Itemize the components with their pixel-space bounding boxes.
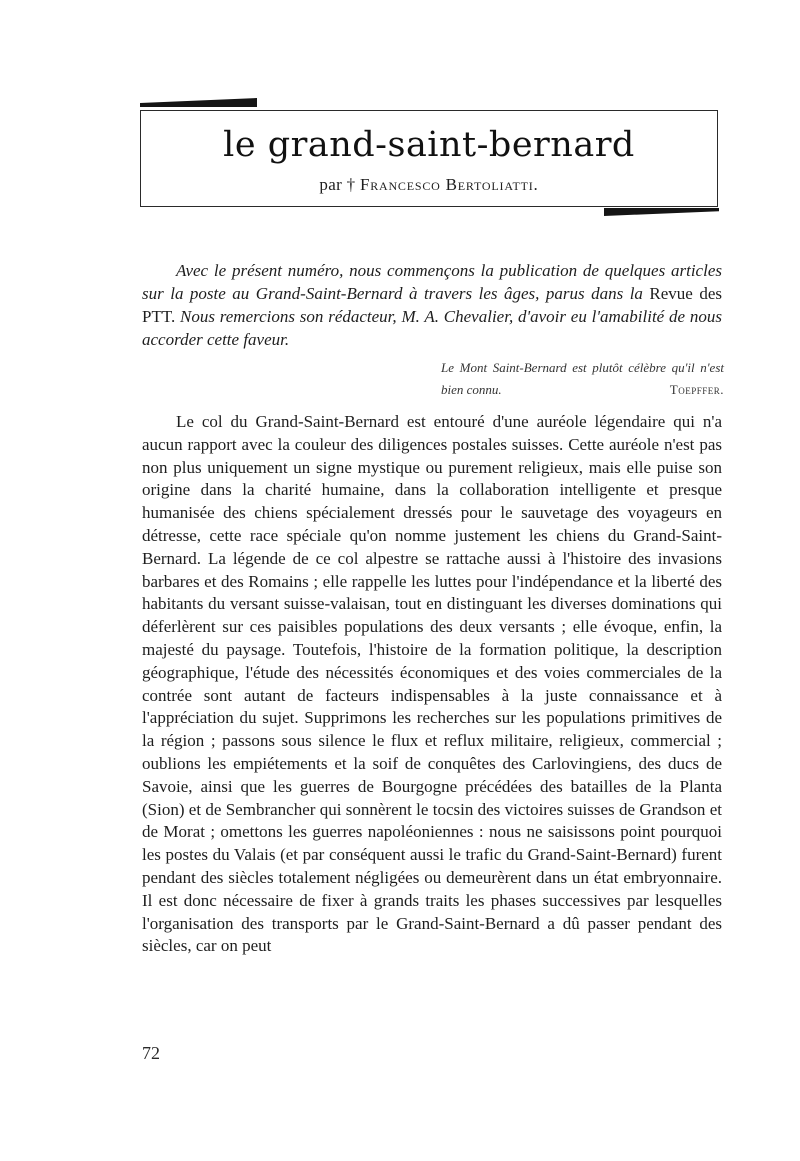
byline — [141, 175, 717, 195]
article-title: le grand-saint-bernard — [223, 125, 635, 165]
editorial-introduction — [142, 259, 722, 351]
byline-prefix: par † — [319, 175, 360, 194]
title-frame — [140, 110, 718, 207]
title-ornament-bottom — [604, 208, 719, 216]
title-ornament-top — [140, 98, 257, 107]
page-number: 72 — [142, 1043, 160, 1063]
epigraph-quote: Le Mont Saint-Bernard est plutôt célèbre qu'il n'est bien connu. — [441, 360, 724, 397]
intro-revue-name: Revue des PTT. — [142, 284, 723, 326]
epigraph-author: Toepffer. — [669, 382, 724, 397]
intro-text-1: Avec le présent numéro, nous commençons la publication de quelques articles sur la poste au Grand-Saint-Bernard à travers les âges, parus dans la — [142, 261, 722, 303]
body-paragraph — [142, 411, 722, 958]
epigraph — [441, 357, 724, 401]
author-name: Francesco Bertoliatti. — [359, 175, 539, 194]
body-paragraph-text: Le col du Grand-Saint-Bernard est entouré d'une auréole légendaire qui n'a aucun rapport avec la couleur des diligences postales suisses. Cette auréole n'est pas non plus uniquement un signe mystique ou purement religieux, mais elle puise son origine dans la charité humaine, dans la collaboration intelligente et presque humanisée des chiens spécialement dressés pour le sauvetage des voyageurs en détresse, cette race spéciale qu'on nomme justement les chiens du Grand-Saint-Bernard. La légende de ce col alpestre se rattache aussi à l'histoire des invasions barbares et des Romains ; elle rappelle les luttes pour l'indépendance et la liberté des habitants du versant suisse-valaisan, tout en distinguant les diverses dominations qui déferlèrent sur ces paisibles populations des deux versants ; elle évoque, enfin, la majesté du paysage. Toutefois, l'histoire de la formation politique, la description géographique, l'étude des nécessités économiques et des voies commerciales de la contrée sont autant de facteurs indispensables à la juste connaissance et à l'appréciation du sujet. Supprimons les recherches sur les populations primitives de la région ; passons sous silence le flux et reflux militaire, religieux, commercial ; oublions les empiétements et la soif de conquêtes des Carlovingiens, des ducs de Savoie, ainsi que les guerres de Bourgogne précédées des batailles de la Planta (Sion) et de Sembrancher qui sonnèrent le tocsin des victoires suisses de Grandson et de Morat ; omettons les guerres napoléoniennes : nous ne saisissons point pourquoi les postes du Valais (et par conséquent aussi le trafic du Grand-Saint-Bernard) furent pendant des siècles totalement négligées ou demeurèrent dans un état embryonnaire. Il est donc nécessaire de fixer à grands traits les phases successives par lesquelles l'organisation des transports par le Grand-Saint-Bernard a dû passer pendant des siècles, car on peut — [142, 412, 722, 956]
intro-text-2: Nous remercions son rédacteur, M. A. Chevalier, d'avoir eu l'amabilité de nous accorder cette faveur. — [142, 307, 722, 349]
